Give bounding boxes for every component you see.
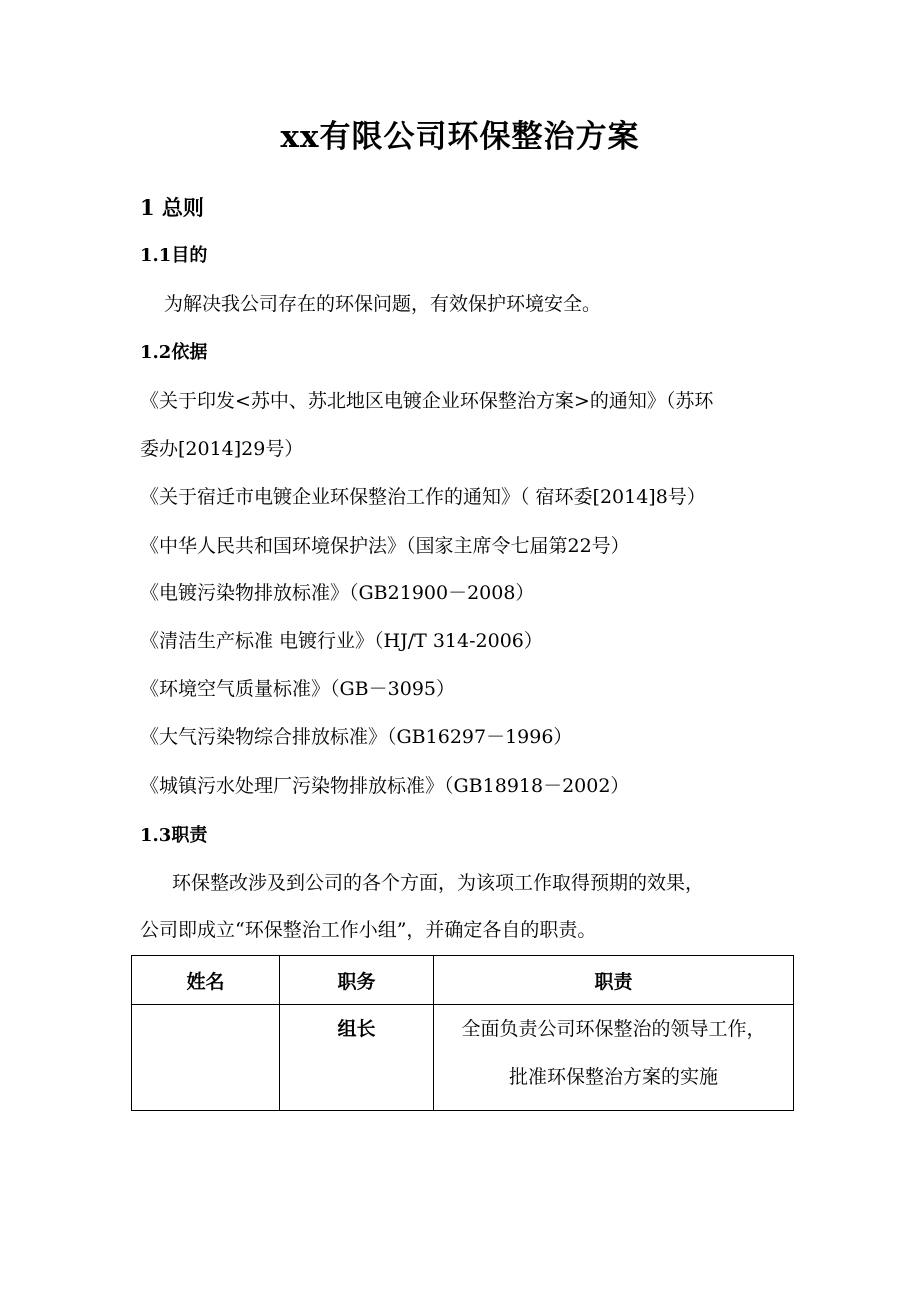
reference-item: 《电镀污染物排放标准》（GB21900－2008）: [140, 582, 535, 604]
table-header-row: [132, 956, 794, 1005]
document-title: xx有限公司环保整治方案: [280, 119, 640, 155]
duty-table: [131, 955, 794, 1111]
duty-line: 全面负责公司环保整治的领导工作，: [461, 1018, 766, 1040]
header-name: 姓名: [132, 956, 280, 1005]
reference-item: 《关于宿迁市电镀企业环保整治工作的通知》（ 宿环委[2014]8号）: [140, 486, 706, 508]
duty-paragraph-line1: 环保整改涉及到公司的各个方面，为该项工作取得预期的效果，: [172, 872, 705, 894]
cell-role: 组长: [280, 1005, 434, 1111]
reference-item: 《关于印发<苏中、苏北地区电镀企业环保整治方案>的通知》（苏环: [140, 390, 714, 412]
reference-item: 《大气污染物综合排放标准》（GB16297－1996）: [140, 726, 573, 748]
header-role: 职务: [280, 956, 434, 1005]
cell-name: [132, 1005, 280, 1111]
reference-item: 《中华人民共和国环境保护法》（国家主席令七届第22号）: [140, 535, 630, 557]
section-1-2-heading: 1.2依据: [140, 342, 208, 363]
reference-item: 《环境空气质量标准》（GB－3095）: [140, 678, 455, 700]
reference-item: 《城镇污水处理厂污染物排放标准》（GB18918－2002）: [140, 775, 630, 797]
duty-line: 批准环保整治方案的实施: [508, 1066, 718, 1088]
section-1-heading: 1 总则: [140, 195, 204, 220]
table-row: [132, 1005, 794, 1111]
reference-item: 《清洁生产标准 电镀行业》（HJ/T 314-2006）: [140, 630, 543, 652]
reference-item: 委办[2014]29号）: [140, 438, 304, 460]
duty-paragraph-line2: 公司即成立“环保整治工作小组”，并确定各自的职责。: [140, 919, 597, 941]
purpose-paragraph: 为解决我公司存在的环保问题，有效保护环境安全。: [164, 293, 602, 315]
section-1-1-heading: 1.1目的: [140, 245, 208, 266]
header-duty: 职责: [434, 956, 794, 1005]
cell-duty: [434, 1005, 794, 1111]
section-1-3-heading: 1.3职责: [140, 825, 208, 846]
